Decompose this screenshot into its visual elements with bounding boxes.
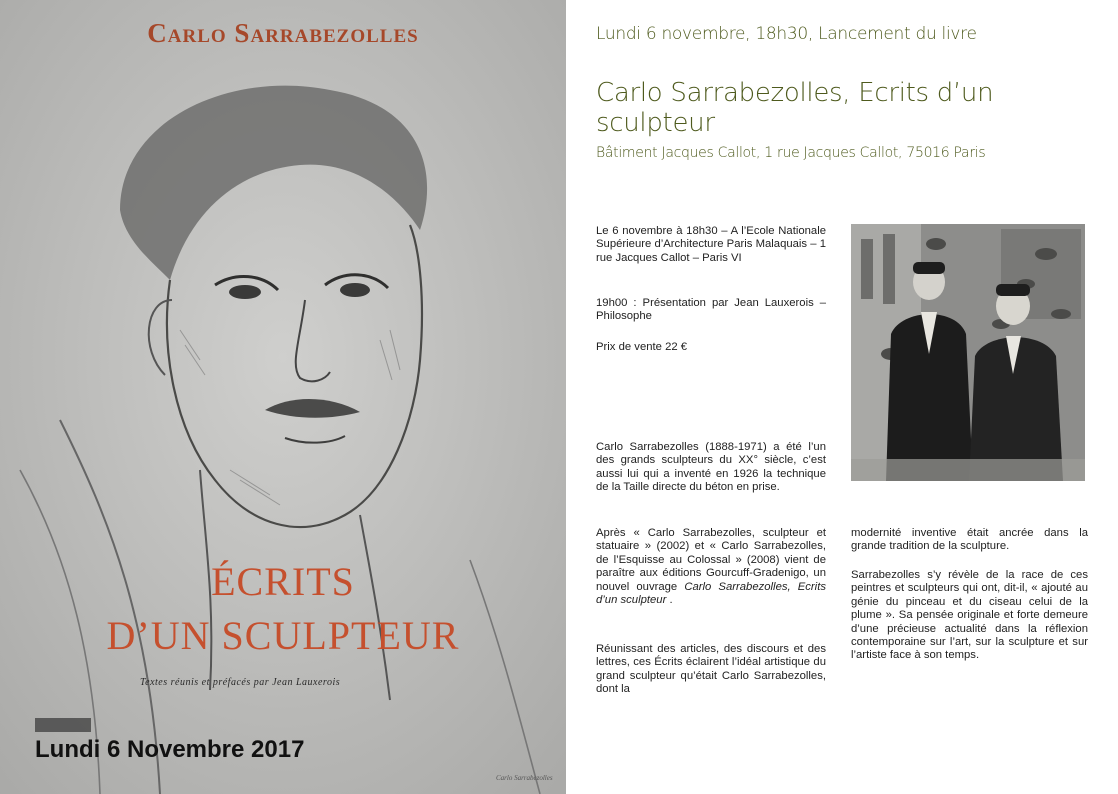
book-title-italic: Carlo Sarrabezolles, Ecrits d’un sculpteur [596,580,826,607]
cover-title-line2: D’UN SCULPTEUR [106,613,460,658]
cover-title-line1: ÉCRITS [211,559,355,604]
body-paragraph-tradition: modernité inventive était ancrée dans la grande tradition de la sculpture. [851,527,1088,553]
publication-text: Après « Carlo Sarrabezolles, sculpteur et statuaire » (2002) et « Carlo Sarrabezolles, de l’Esquisse au Colossal » (2008) vient de paraître aux éditions Gourcuff-Gradenigo, un nouvel ouvrage [596,527,826,593]
price-text: Prix de vente 22 € [596,341,688,353]
event-line: Lundi 6 novembre, 18h30, Lancement du livre [596,24,977,44]
body-paragraph-intro: Carlo Sarrabezolles (1888-1971) a été l’un des grands sculpteurs du XX° siècle, c’est aussi lui qui a inventé en 1926 la technique de la Taille directe du béton en prise. [596,441,826,494]
book-title: Carlo Sarrabezolles, Ecrits d’un sculpteur [596,78,994,138]
artist-signature: Carlo Sarrabezolles [496,774,553,782]
cover-subtitle: Textes réunis et préfacés par Jean Lauxerois [140,677,341,688]
body-paragraph-publication [596,527,826,607]
presentation-text: 19h00 : Présentation par Jean Lauxerois – Philosophe [596,297,826,323]
when-where-text: Le 6 novembre à 18h30 – A l’Ecole Nationale Supérieure d’Architecture Paris Malaquais – 1 rue Jacques Callot – Paris VI [596,225,826,264]
event-date-overlay: Lundi 6 Novembre 2017 [35,736,305,763]
publication-end: . [666,594,673,607]
venue-line: Bâtiment Jacques Callot, 1 rue Jacques Callot, 75016 Paris [596,145,986,161]
sculptors-photo [851,224,1085,481]
cover-author: Carlo Sarrabezolles [147,18,419,48]
body-paragraph-writing: Sarrabezolles s’y révèle de la race de ces peintres et sculpteurs qui ont, dit-il, « ajouté au génie du pinceau et du ciseau celui de la plume ». Sa pensée originale et forte demeure d’une précieuse actualité dans la réflexion contemporaine sur l’art, sur la sculpture et sur l’artiste face à son temps. [851,569,1088,662]
body-paragraph-collection: Réunissant des articles, des discours et des lettres, ces Écrits éclairent l’idéal artistique du grand sculpteur qu’était Carlo Sarrabezolles, dont la [596,643,826,696]
